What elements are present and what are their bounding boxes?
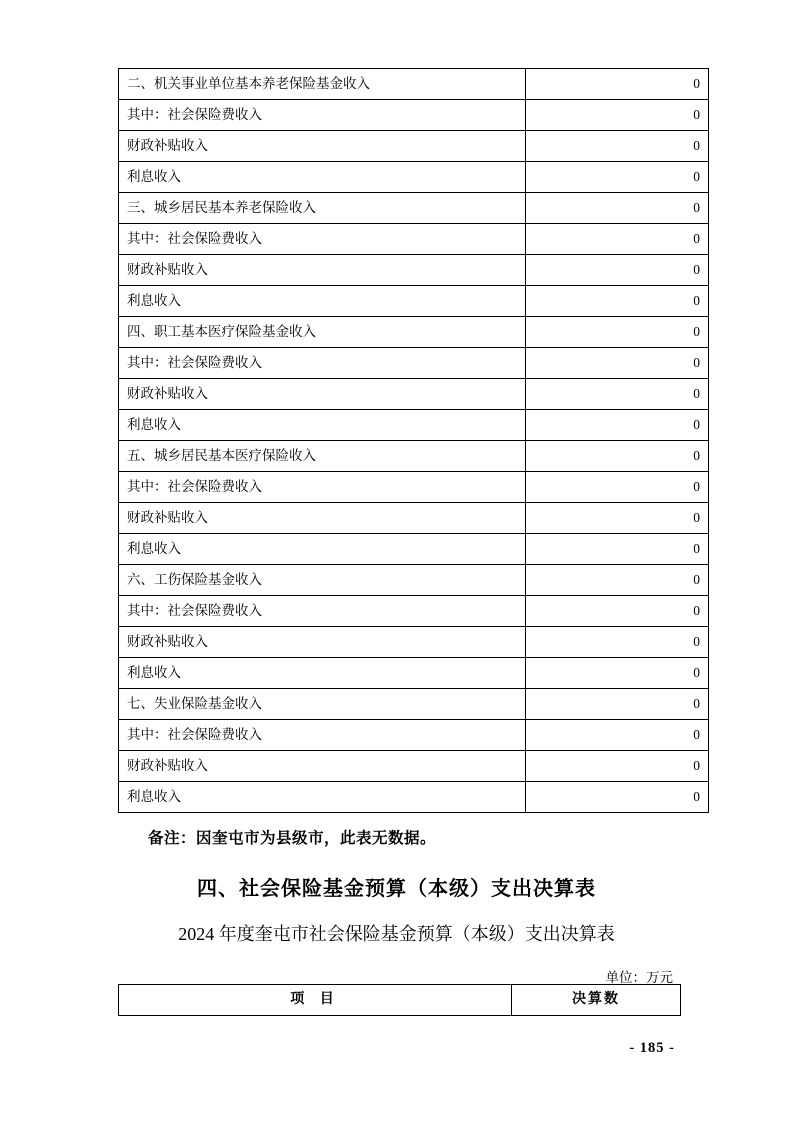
row-amount-value: 0 bbox=[526, 782, 709, 813]
table-row bbox=[119, 689, 709, 720]
row-item-label: 其中：社会保险费收入 bbox=[119, 348, 526, 379]
table-row bbox=[119, 410, 709, 441]
social-insurance-expense-table bbox=[118, 984, 681, 1016]
row-item-label: 财政补贴收入 bbox=[119, 503, 526, 534]
table-row bbox=[119, 255, 709, 286]
row-amount-value: 0 bbox=[526, 565, 709, 596]
expense-table-title: 2024 年度奎屯市社会保险基金预算（本级）支出决算表 bbox=[178, 924, 615, 944]
income-table-container bbox=[118, 68, 700, 813]
row-amount-value: 0 bbox=[526, 720, 709, 751]
table-row bbox=[119, 379, 709, 410]
table-row bbox=[119, 193, 709, 224]
row-item-label: 四、职工基本医疗保险基金收入 bbox=[119, 317, 526, 348]
row-amount-value: 0 bbox=[526, 503, 709, 534]
table-row bbox=[119, 224, 709, 255]
row-amount-value: 0 bbox=[526, 689, 709, 720]
expense-table-container bbox=[118, 984, 674, 1016]
income-table-body bbox=[119, 69, 709, 813]
table-row bbox=[119, 782, 709, 813]
table-row bbox=[119, 472, 709, 503]
row-amount-value: 0 bbox=[526, 131, 709, 162]
row-item-label: 五、城乡居民基本医疗保险收入 bbox=[119, 441, 526, 472]
unit-label: 单位：万元 bbox=[605, 970, 673, 985]
row-item-label: 其中：社会保险费收入 bbox=[119, 100, 526, 131]
row-amount-value: 0 bbox=[526, 193, 709, 224]
table-row bbox=[119, 565, 709, 596]
table-row bbox=[119, 286, 709, 317]
row-item-label: 其中：社会保险费收入 bbox=[119, 720, 526, 751]
row-item-label: 利息收入 bbox=[119, 658, 526, 689]
table-row bbox=[119, 348, 709, 379]
row-amount-value: 0 bbox=[526, 286, 709, 317]
table-row bbox=[119, 534, 709, 565]
row-item-label: 其中：社会保险费收入 bbox=[119, 596, 526, 627]
row-amount-value: 0 bbox=[526, 441, 709, 472]
row-item-label: 财政补贴收入 bbox=[119, 379, 526, 410]
social-insurance-income-table bbox=[118, 68, 709, 813]
table-row bbox=[119, 100, 709, 131]
table-row bbox=[119, 441, 709, 472]
row-amount-value: 0 bbox=[526, 534, 709, 565]
row-item-label: 利息收入 bbox=[119, 286, 526, 317]
row-item-label: 六、工伤保险基金收入 bbox=[119, 565, 526, 596]
table-row bbox=[119, 317, 709, 348]
table-row bbox=[119, 720, 709, 751]
section-title: 四、社会保险基金预算（本级）支出决算表 bbox=[197, 878, 596, 900]
column-header-item: 项 目 bbox=[119, 985, 512, 1016]
row-item-label: 财政补贴收入 bbox=[119, 131, 526, 162]
row-item-label: 利息收入 bbox=[119, 162, 526, 193]
row-item-label: 七、失业保险基金收入 bbox=[119, 689, 526, 720]
expense-table-body bbox=[119, 985, 681, 1016]
row-item-label: 财政补贴收入 bbox=[119, 627, 526, 658]
row-item-label: 利息收入 bbox=[119, 534, 526, 565]
row-item-label: 利息收入 bbox=[119, 410, 526, 441]
row-amount-value: 0 bbox=[526, 596, 709, 627]
row-item-label: 利息收入 bbox=[119, 782, 526, 813]
row-item-label: 二、机关事业单位基本养老保险基金收入 bbox=[119, 69, 526, 100]
row-item-label: 其中：社会保险费收入 bbox=[119, 472, 526, 503]
table-row bbox=[119, 658, 709, 689]
row-amount-value: 0 bbox=[526, 379, 709, 410]
row-amount-value: 0 bbox=[526, 472, 709, 503]
row-amount-value: 0 bbox=[526, 658, 709, 689]
table-row bbox=[119, 503, 709, 534]
table-row bbox=[119, 751, 709, 782]
row-amount-value: 0 bbox=[526, 751, 709, 782]
row-amount-value: 0 bbox=[526, 224, 709, 255]
table-row bbox=[119, 131, 709, 162]
row-amount-value: 0 bbox=[526, 100, 709, 131]
table-row bbox=[119, 627, 709, 658]
table-row bbox=[119, 596, 709, 627]
row-item-label: 三、城乡居民基本养老保险收入 bbox=[119, 193, 526, 224]
row-amount-value: 0 bbox=[526, 162, 709, 193]
table-header-row bbox=[119, 985, 681, 1016]
row-item-label: 其中：社会保险费收入 bbox=[119, 224, 526, 255]
row-amount-value: 0 bbox=[526, 69, 709, 100]
row-item-label: 财政补贴收入 bbox=[119, 255, 526, 286]
row-amount-value: 0 bbox=[526, 255, 709, 286]
row-amount-value: 0 bbox=[526, 627, 709, 658]
table-note: 备注：因奎屯市为县级市，此表无数据。 bbox=[148, 830, 437, 847]
row-amount-value: 0 bbox=[526, 410, 709, 441]
row-amount-value: 0 bbox=[526, 317, 709, 348]
table-row bbox=[119, 69, 709, 100]
table-row bbox=[119, 162, 709, 193]
page-number: - 185 - bbox=[629, 1040, 675, 1056]
row-amount-value: 0 bbox=[526, 348, 709, 379]
row-item-label: 财政补贴收入 bbox=[119, 751, 526, 782]
column-header-final-accounts: 决算数 bbox=[512, 985, 681, 1016]
